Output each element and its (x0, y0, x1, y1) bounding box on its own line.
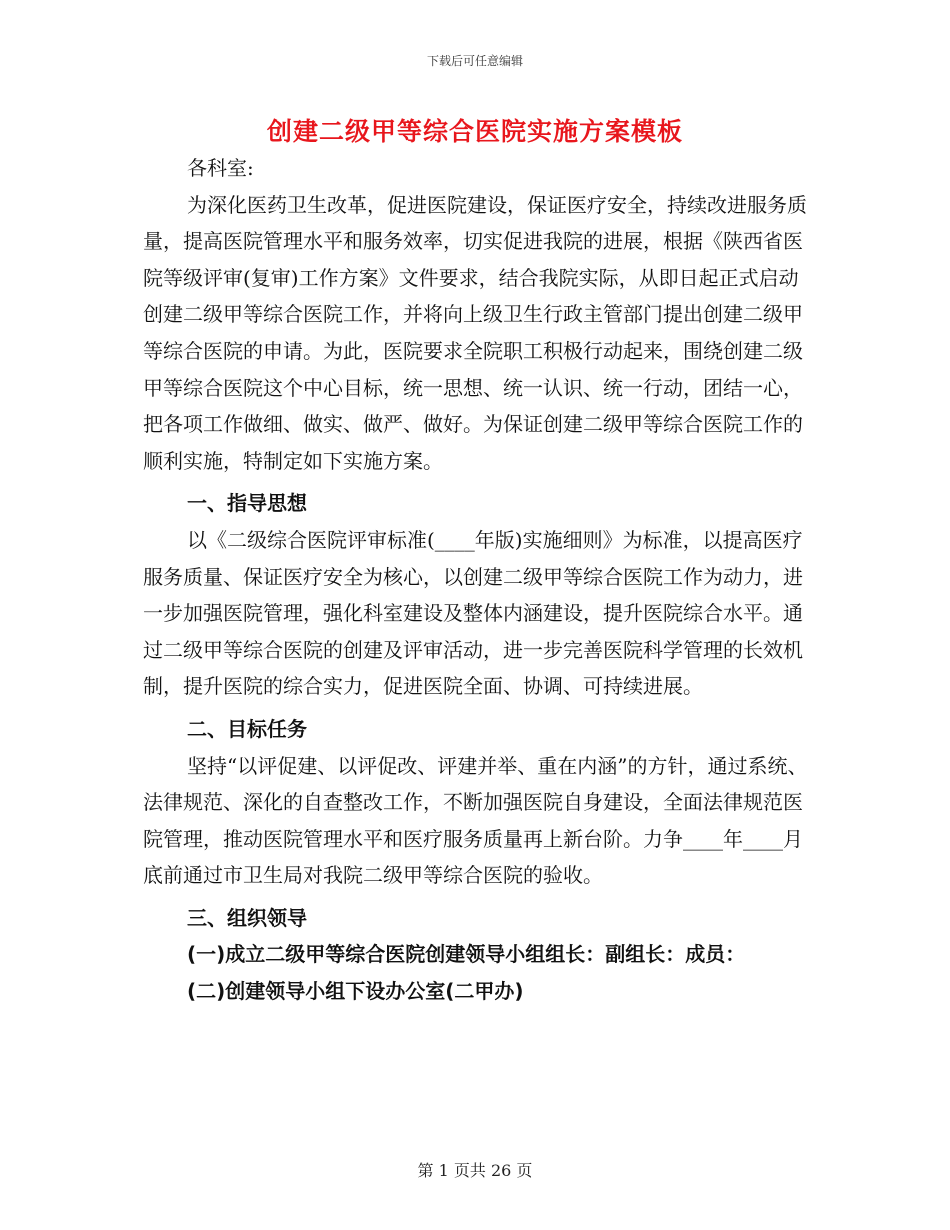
section-body-guiding-ideology: 以《二级综合医院评审标准(____年版)实施细则》为标准，以提高医疗服务质量、保证医疗安全为核心，以创建二级甲等综合医院工作为动力，进一步加强医院管理，强化科室建设及整体内涵建设，提升医院综合水平。通过二级甲等综合医院的创建及评审活动，进一步完善医院科学管理的长效机制，提升医院的综合实力，促进医院全面、协调、可持续进展。 (143, 527, 803, 699)
section-body-goals: 坚持“以评促建、以评促改、评建并举、重在内涵”的方针，通过系统、法律规范、深化的自查整改工作，不断加强医院自身建设，全面法律规范医院管理，推动医院管理水平和医疗服务质量再上新台阶。力争____年____月底前通过市卫生局对我院二级甲等综合医院的验收。 (143, 753, 808, 888)
page-number: 第 1 页共 26 页 (417, 1161, 533, 1180)
subsection-office: (二)创建领导小组下设办公室(二甲办) (187, 979, 524, 1004)
salutation: 各科室: (187, 156, 254, 180)
section-heading-guiding-ideology: 一、指导思想 (187, 491, 307, 516)
intro-paragraph: 为深化医药卫生改革，促进医院建设，保证医疗安全，持续改进服务质量，提高医院管理水平和服务效率，切实促进我院的进展，根据《陕西省医院等级评审(复审)工作方案》文件要求，结合我院实际，从即日起正式启动创建二级甲等综合医院工作，并将向上级卫生行政主管部门提出创建二级甲等综合医院的申请。为此，医院要求全院职工积极行动起来，围绕创建二级甲等综合医院这个中心目标，统一思想、统一认识、统一行动，团结一心，把各项工作做细、做实、做严、做好。为保证创建二级甲等综合医院工作的顺利实施，特制定如下实施方案。 (143, 192, 807, 473)
section-heading-goals: 二、目标任务 (187, 716, 307, 741)
section-heading-organization: 三、组织领导 (187, 905, 307, 930)
document-body (143, 150, 813, 1010)
header-note: 下载后可任意编辑 (426, 54, 523, 68)
subsection-leadership-group: (一)成立二级甲等综合医院创建领导小组组长：副组长：成员： (187, 942, 746, 967)
document-title: 创建二级甲等综合医院实施方案模板 (266, 117, 683, 146)
